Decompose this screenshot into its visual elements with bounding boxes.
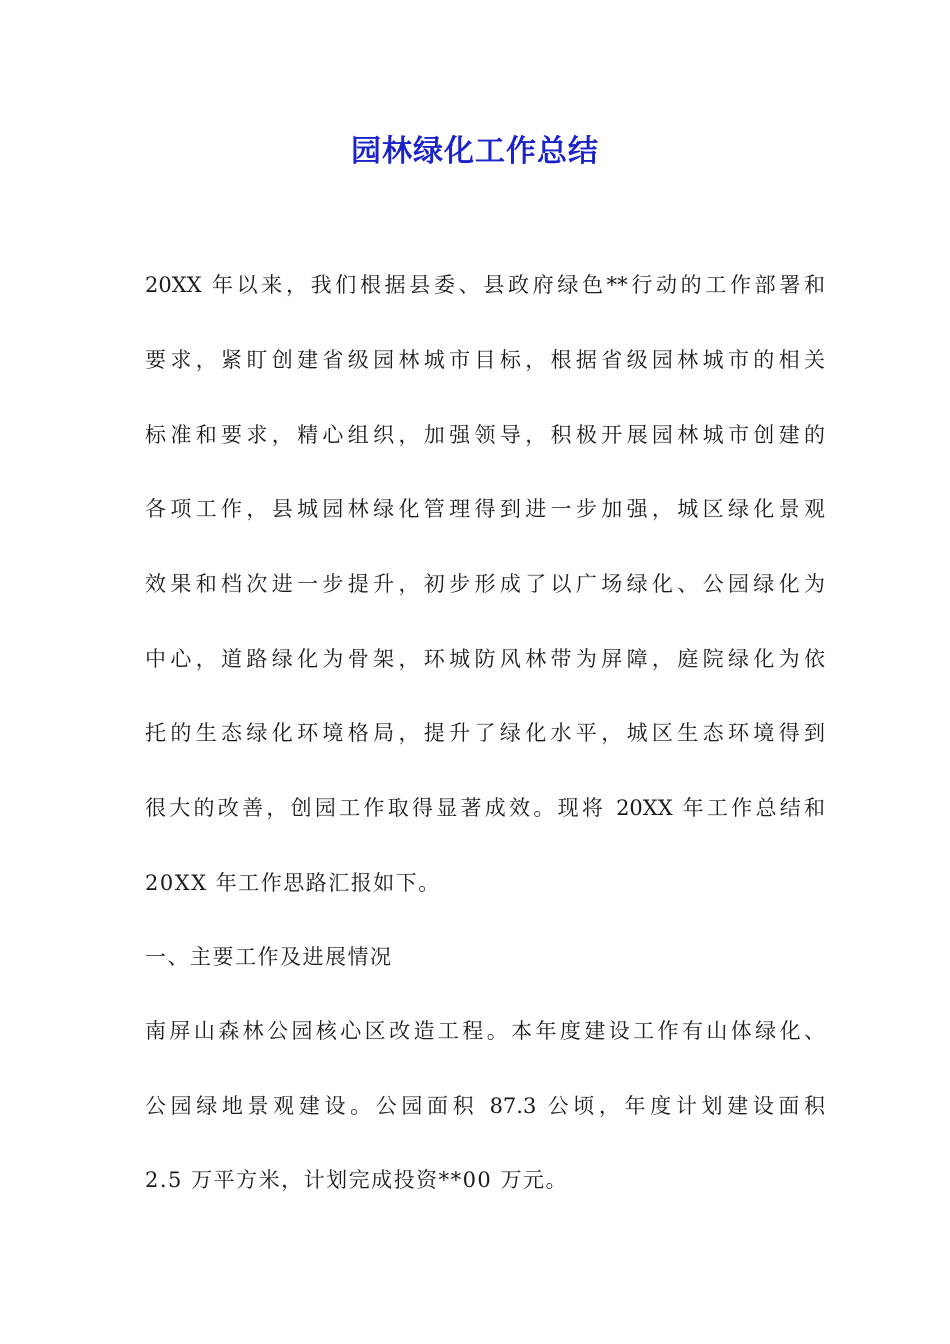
paragraph-line: 公园绿地景观建设。公园面积 87.3 公顷，年度计划建设面积 <box>145 1094 825 1118</box>
paragraph-line: 20XX 年工作思路汇报如下。 <box>145 871 441 895</box>
paragraph-line: 要求，紧盯创建省级园林城市目标，根据省级园林城市的相关 <box>145 348 825 372</box>
paragraph-line: 2.5 万平方米，计划完成投资**00 万元。 <box>145 1168 568 1192</box>
paragraph-line: 托的生态绿化环境格局，提升了绿化水平，城区生态环境得到 <box>145 721 825 745</box>
paragraph-line: 各项工作，县城园林绿化管理得到进一步加强，城区绿化景观 <box>145 497 825 521</box>
document-title: 园林绿化工作总结 <box>351 134 599 169</box>
paragraph-line: 很大的改善，创园工作取得显著成效。现将 20XX 年工作总结和 <box>145 796 825 820</box>
paragraph-line: 中心，道路绿化为骨架，环城防风林带为屏障，庭院绿化为依 <box>145 647 825 671</box>
paragraph-line: 效果和档次进一步提升，初步形成了以广场绿化、公园绿化为 <box>145 572 825 596</box>
paragraph-line: 20XX 年以来，我们根据县委、县政府绿色**行动的工作部署和 <box>145 273 825 297</box>
section-heading: 一、主要工作及进展情况 <box>145 945 393 969</box>
paragraph-line: 标准和要求，精心组织，加强领导，积极开展园林城市创建的 <box>145 423 825 447</box>
paragraph-line: 南屏山森林公园核心区改造工程。本年度建设工作有山体绿化、 <box>145 1019 825 1043</box>
